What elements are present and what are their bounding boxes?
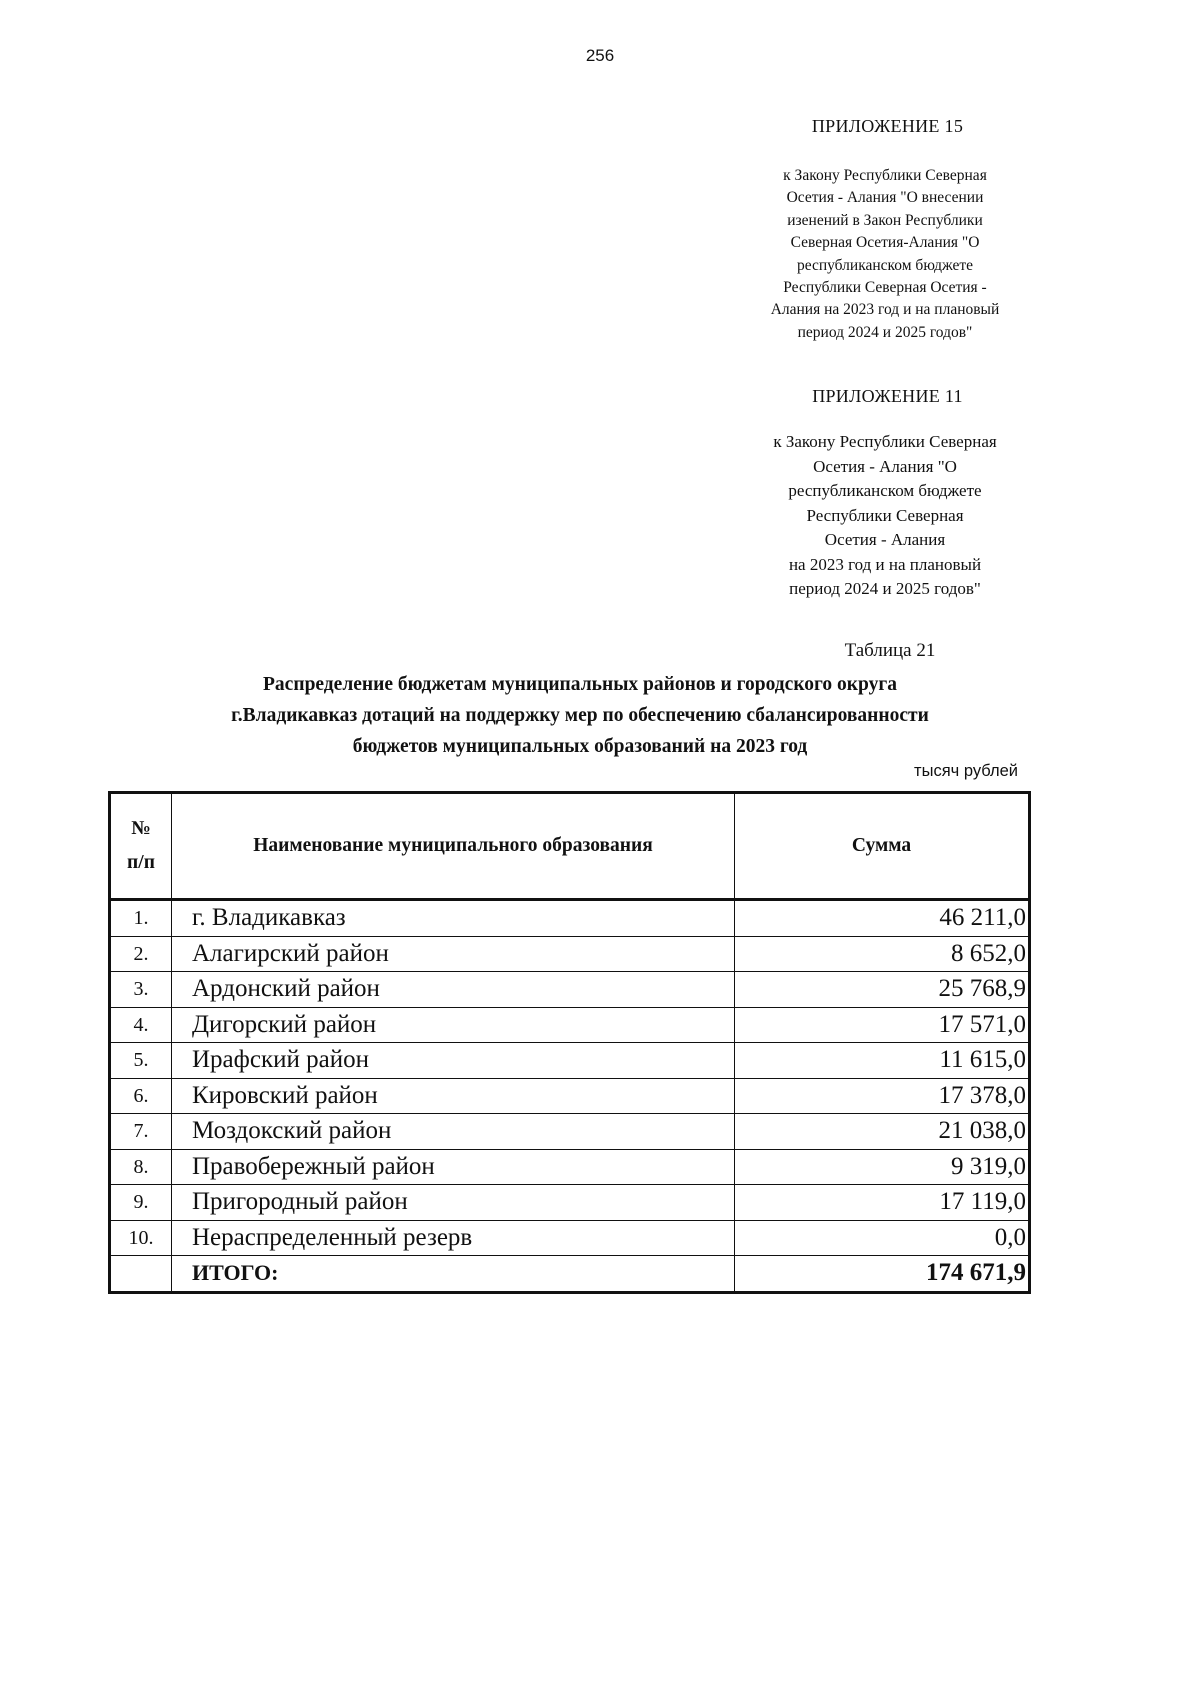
- table-number: Таблица 21: [844, 640, 936, 661]
- row-name: Дигорский район: [172, 1007, 735, 1043]
- table-row: [110, 900, 1030, 937]
- row-amount: 25 768,9: [735, 972, 1030, 1008]
- table-row: [110, 936, 1030, 972]
- row-name: Ирафский район: [172, 1043, 735, 1079]
- row-name: Ардонский район: [172, 972, 735, 1008]
- row-amount: 21 038,0: [735, 1114, 1030, 1150]
- table-row: [110, 1149, 1030, 1185]
- table-row: [110, 1007, 1030, 1043]
- table-row: [110, 1185, 1030, 1221]
- row-number: 10.: [110, 1220, 172, 1256]
- header-amount: Сумма: [735, 793, 1030, 900]
- table-row: [110, 1114, 1030, 1150]
- table-row: [110, 1043, 1030, 1079]
- table-row: [110, 1220, 1030, 1256]
- row-number: 4.: [110, 1007, 172, 1043]
- row-amount: 17 119,0: [735, 1185, 1030, 1221]
- row-number: 5.: [110, 1043, 172, 1079]
- row-name: Алагирский район: [172, 936, 735, 972]
- row-number: 2.: [110, 936, 172, 972]
- header-name: Наименование муниципального образования: [172, 793, 735, 900]
- units-label: тысяч рублей: [914, 762, 1018, 780]
- table-total-row: [110, 1256, 1030, 1293]
- total-number: [110, 1256, 172, 1293]
- table-row: [110, 1078, 1030, 1114]
- row-number: 1.: [110, 900, 172, 937]
- page-number: 256: [585, 46, 615, 65]
- table-header-row: [110, 793, 1030, 900]
- row-number: 8.: [110, 1149, 172, 1185]
- appendix-15-body: к Закону Республики Северная Осетия - Алания "О внесении изенений в Закон Республики Северная Осетия-Алания "О республиканском бюджете Республики Северная Осетия - Алания на 2023 год и на плановый период 2024 и 2025 годов": [770, 167, 1000, 341]
- row-amount: 8 652,0: [735, 936, 1030, 972]
- appendix-15-title: ПРИЛОЖЕНИЕ 15: [811, 116, 964, 136]
- budget-table: [108, 791, 1031, 1294]
- total-label: ИТОГО:: [172, 1256, 735, 1293]
- row-name: г. Владикавказ: [172, 900, 735, 937]
- row-amount: 17 378,0: [735, 1078, 1030, 1114]
- row-name: Кировский район: [172, 1078, 735, 1114]
- row-number: 9.: [110, 1185, 172, 1221]
- row-amount: 46 211,0: [735, 900, 1030, 937]
- document-title: Распределение бюджетам муниципальных районов и городского округа г.Владикавказ дотаций на поддержку мер по обеспечению сбалансированности бюджетов муниципальных образований на 2023 год: [231, 674, 929, 757]
- row-amount: 9 319,0: [735, 1149, 1030, 1185]
- row-number: 6.: [110, 1078, 172, 1114]
- appendix-11-body: к Закону Республики Северная Осетия - Алания "О республиканском бюджете Республики Северная Осетия - Алания на 2023 год и на плановый период 2024 и 2025 годов": [773, 432, 997, 598]
- row-name: Нераспределенный резерв: [172, 1220, 735, 1256]
- row-number: 3.: [110, 972, 172, 1008]
- row-amount: 11 615,0: [735, 1043, 1030, 1079]
- appendix-11-title: ПРИЛОЖЕНИЕ 11: [812, 386, 963, 406]
- table-row: [110, 972, 1030, 1008]
- row-name: Правобережный район: [172, 1149, 735, 1185]
- row-amount: 0,0: [735, 1220, 1030, 1256]
- header-number: № п/п: [110, 793, 172, 900]
- row-name: Пригородный район: [172, 1185, 735, 1221]
- total-amount: 174 671,9: [735, 1256, 1030, 1293]
- row-name: Моздокский район: [172, 1114, 735, 1150]
- row-number: 7.: [110, 1114, 172, 1150]
- row-amount: 17 571,0: [735, 1007, 1030, 1043]
